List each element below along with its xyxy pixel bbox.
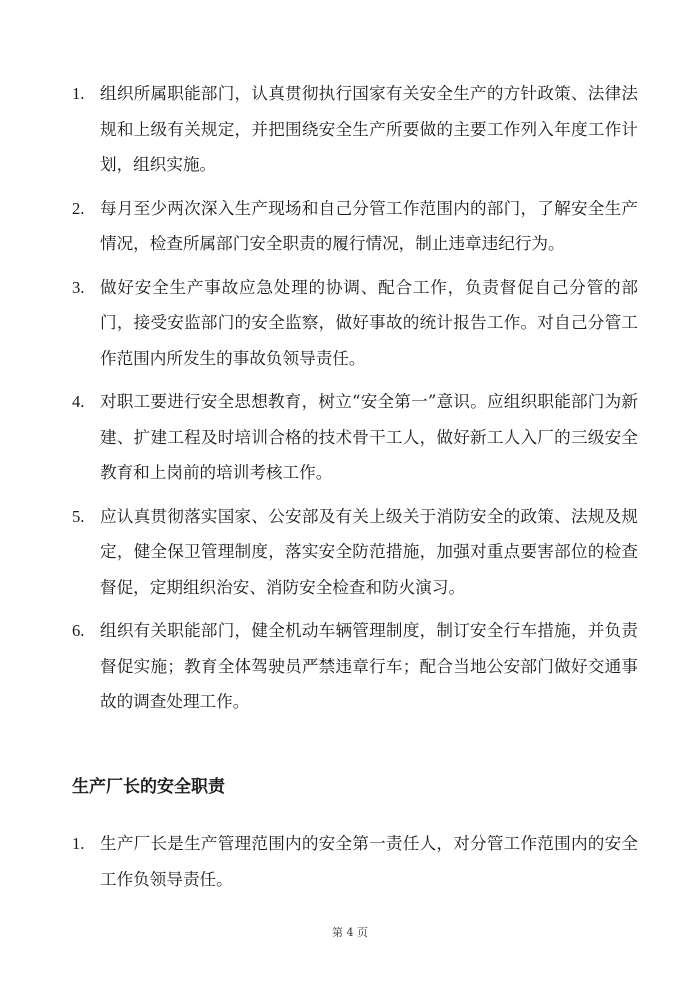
item-number: 6. xyxy=(72,621,85,640)
item-number: 1. xyxy=(72,84,85,103)
item-text: 应认真贯彻落实国家、公安部及有关上级关于消防安全的政策、法规及规定，健全保卫管理制度，落实安全防范措施，加强对重点要害部位的检查督促，定期组织治安、消防安全检查和防火演习。 xyxy=(100,506,638,597)
item-number: 3. xyxy=(72,277,85,297)
item-text: 组织有关职能部门，健全机动车辆管理制度，制订安全行车措施，并负责督促实施；教育全体驾驶员严禁违章行车；配合当地公安部门做好交通事故的调查处理工作。 xyxy=(100,621,638,711)
list-item xyxy=(72,613,638,720)
section-heading: 生产厂长的安全职责 xyxy=(72,777,225,797)
item-number: 2. xyxy=(72,198,85,218)
item-text: 生产厂长是生产管理范围内的安全第一责任人，对分管工作范围内的安全工作负领导责任。 xyxy=(100,834,638,889)
section-duty-list xyxy=(72,826,638,905)
list-item xyxy=(72,76,638,183)
list-item xyxy=(72,270,638,377)
duty-list xyxy=(72,76,638,728)
item-text: 做好安全生产事故应急处理的协调、配合工作，负责督促自己分管的部门，接受安监部门的安全监察，做好事故的统计报告工作。对自己分管工作范围内所发生的事故负领导责任。 xyxy=(100,277,638,368)
list-item xyxy=(72,826,638,897)
item-text: 组织所属职能部门，认真贯彻执行国家有关安全生产的方针政策、法律法规和上级有关规定，并把围绕安全生产所要做的主要工作列入年度工作计划，组织实施。 xyxy=(100,84,638,174)
page-number: 第 4 页 xyxy=(332,926,368,939)
list-item xyxy=(72,384,638,491)
item-number: 5. xyxy=(72,506,85,526)
item-number: 4. xyxy=(72,392,85,411)
item-text: 对职工要进行安全思想教育，树立“安全第一”意识。应组织职能部门为新建、扩建工程及时培训合格的技术骨干工人，做好新工人入厂的三级安全教育和上岗前的培训考核工作。 xyxy=(100,392,638,482)
item-text: 每月至少两次深入生产现场和自己分管工作范围内的部门，了解安全生产情况，检查所属部门安全职责的履行情况，制止违章违纪行为。 xyxy=(100,198,638,253)
item-number: 1. xyxy=(72,834,85,853)
list-item xyxy=(72,499,638,606)
list-item xyxy=(72,191,638,262)
